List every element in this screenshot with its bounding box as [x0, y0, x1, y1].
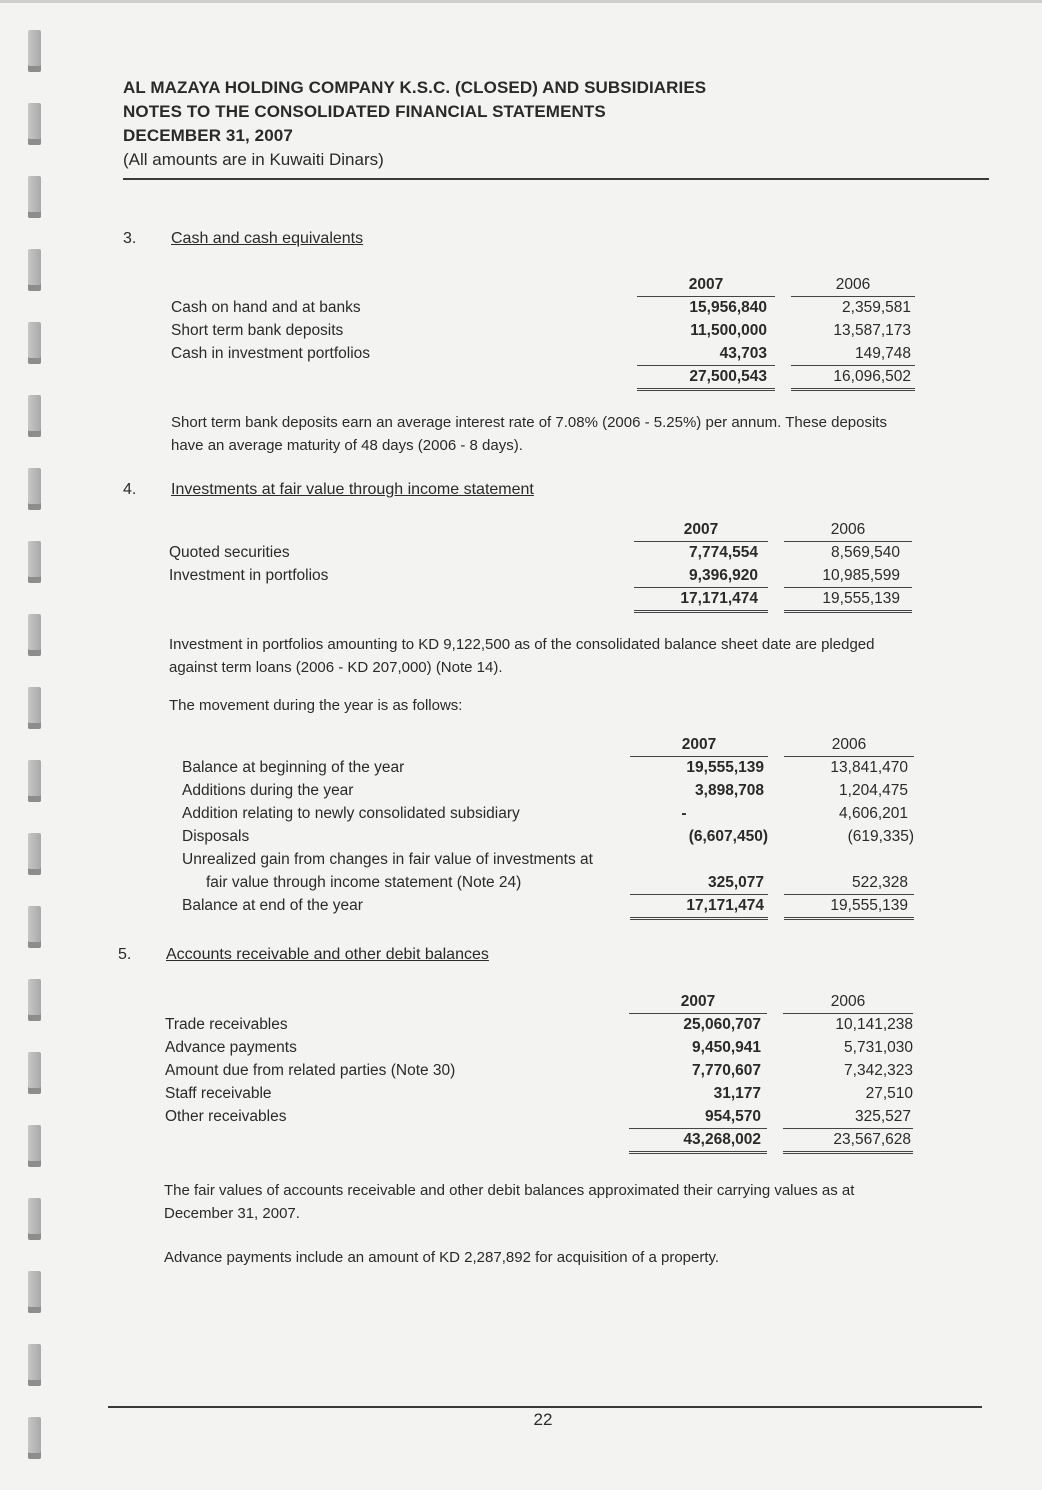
row-label: Balance at beginning of the year [182, 759, 405, 776]
row-label: Addition relating to newly consolidated subsidiary [182, 805, 520, 822]
value-2006: 10,141,238 [835, 1016, 913, 1033]
table-row [169, 541, 915, 564]
binding-holes [28, 30, 48, 1490]
value-2006: 2,359,581 [842, 299, 911, 316]
table-row [165, 1105, 915, 1128]
statement-date: DECEMBER 31, 2007 [123, 126, 293, 145]
table-total-row [165, 1128, 915, 1151]
receivables-table [165, 990, 915, 1151]
value-2006: 27,510 [865, 1085, 913, 1102]
row-label: Investment in portfolios [169, 567, 329, 584]
table-row [160, 825, 916, 848]
table-total-row [171, 365, 917, 388]
row-label: Additions during the year [182, 782, 354, 799]
value-2007: 9,450,941 [692, 1039, 761, 1056]
binding-hole [28, 322, 41, 364]
value-2007: - [681, 805, 687, 822]
row-label: Advance payments [165, 1039, 297, 1056]
note-5-paragraph-fair-value: The fair values of accounts receivable and other debit balances approximated their carrying values as at December 31, 2007. [164, 1182, 855, 1222]
col-header-2007: 2007 [630, 733, 768, 757]
row-label: Disposals [182, 828, 250, 845]
col-header-2006: 2006 [783, 990, 913, 1014]
table-row [160, 756, 916, 779]
page-top-edge [0, 0, 1042, 3]
row-label: Balance at end of the year [182, 897, 363, 914]
total-2007: 17,171,474 [630, 894, 768, 920]
row-label: Other receivables [165, 1108, 287, 1125]
value-2007: 9,396,920 [634, 564, 768, 588]
value-2006: 522,328 [784, 871, 914, 895]
binding-hole [28, 1344, 41, 1386]
note-number: 3. [123, 230, 137, 247]
note-number: 4. [123, 481, 137, 498]
total-2007: 17,171,474 [634, 587, 768, 613]
binding-hole [28, 103, 41, 145]
value-2007: 7,774,554 [689, 544, 758, 561]
note-title: Accounts receivable and other debit balances [166, 946, 489, 963]
table-row [165, 1036, 915, 1059]
total-2006: 23,567,628 [783, 1128, 913, 1154]
binding-hole [28, 541, 41, 583]
col-header-2006: 2006 [791, 273, 915, 297]
value-2006: 7,342,323 [844, 1062, 913, 1079]
binding-hole [28, 468, 41, 510]
note-title: Investments at fair value through income statement [171, 481, 534, 498]
movement-intro: The movement during the year is as follows: [169, 697, 463, 714]
binding-hole [28, 395, 41, 437]
note-5-paragraph-advance: Advance payments include an amount of KD 2,287,892 for acquisition of a property. [164, 1249, 720, 1266]
col-header-2006: 2006 [784, 518, 912, 542]
binding-hole [28, 176, 41, 218]
value-2006: 149,748 [791, 342, 915, 366]
total-2006: 16,096,502 [791, 365, 915, 391]
table-row [160, 871, 916, 894]
binding-hole [28, 249, 41, 291]
table-total-row [160, 894, 916, 917]
value-2007: 3,898,708 [695, 782, 764, 799]
company-name: AL MAZAYA HOLDING COMPANY K.S.C. (CLOSED) AND SUBSIDIARIES [123, 78, 707, 97]
value-2007: 43,703 [637, 342, 775, 366]
value-2007: 15,956,840 [689, 299, 767, 316]
amounts-note: (All amounts are in Kuwaiti Dinars) [123, 150, 384, 169]
header-rule [123, 178, 989, 180]
col-header-2007: 2007 [634, 518, 768, 542]
investments-table [169, 518, 915, 610]
binding-hole [28, 1271, 41, 1313]
binding-hole [28, 1052, 41, 1094]
notes-title: NOTES TO THE CONSOLIDATED FINANCIAL STATEMENTS [123, 102, 606, 121]
table-row [160, 779, 916, 802]
value-2006: 13,841,470 [830, 759, 908, 776]
table-header-row [169, 518, 915, 541]
binding-hole [28, 30, 41, 72]
row-label: Short term bank deposits [171, 322, 344, 339]
row-label: fair value through income statement (Note 24) [206, 874, 522, 891]
col-header-2007: 2007 [637, 273, 775, 297]
binding-hole [28, 1198, 41, 1240]
value-2007: 11,500,000 [690, 322, 767, 339]
row-label: Cash in investment portfolios [171, 345, 371, 362]
row-label: Unrealized gain from changes in fair value of investments at [182, 851, 593, 868]
binding-hole [28, 979, 41, 1021]
page-number: 22 [533, 1410, 553, 1429]
movement-table [160, 733, 916, 917]
value-2007: (6,607,450) [688, 828, 768, 845]
col-header-2006: 2006 [784, 733, 914, 757]
table-header-row [171, 273, 917, 296]
value-2007: 19,555,139 [686, 759, 764, 776]
binding-hole [28, 614, 41, 656]
note-number: 5. [118, 946, 132, 963]
table-row [171, 319, 917, 342]
value-2007: 954,570 [629, 1105, 767, 1129]
col-header-2007: 2007 [629, 990, 767, 1014]
table-row [171, 296, 917, 319]
total-2006: 19,555,139 [784, 587, 912, 613]
cash-table [171, 273, 917, 388]
row-label: Staff receivable [165, 1085, 272, 1102]
table-row [171, 342, 917, 365]
value-2006: 10,985,599 [784, 564, 912, 588]
note-title: Cash and cash equivalents [171, 230, 364, 247]
value-2006: 4,606,201 [839, 805, 908, 822]
value-2006: 13,587,173 [833, 322, 911, 339]
row-label: Cash on hand and at banks [171, 299, 361, 316]
footer-rule [108, 1406, 982, 1408]
table-row [165, 1082, 915, 1105]
table-total-row [169, 587, 915, 610]
value-2006: 1,204,475 [839, 782, 908, 799]
note-3-paragraph: Short term bank deposits earn an average interest rate of 7.08% (2006 - 5.25%) per annum. These deposits have an average maturity of 48 days (2006 - 8 days). [171, 414, 887, 454]
note-4-paragraph: Investment in portfolios amounting to KD 9,122,500 as of the consolidated balance sheet date are pledged against term loans (2006 - KD 207,000) (Note 14). [169, 636, 875, 676]
binding-hole [28, 833, 41, 875]
row-label: Trade receivables [165, 1016, 288, 1033]
value-2007: 325,077 [630, 871, 768, 895]
table-row [165, 1059, 915, 1082]
total-2006: 19,555,139 [784, 894, 914, 920]
table-header-row [160, 733, 916, 756]
value-2007: 31,177 [713, 1085, 761, 1102]
table-row [160, 848, 916, 871]
value-2006: 325,527 [783, 1105, 913, 1129]
total-2007: 43,268,002 [629, 1128, 767, 1154]
binding-hole [28, 906, 41, 948]
total-2007: 27,500,543 [637, 365, 775, 391]
table-header-row [165, 990, 915, 1013]
binding-hole [28, 760, 41, 802]
value-2007: 25,060,707 [683, 1016, 761, 1033]
row-label: Amount due from related parties (Note 30) [165, 1062, 456, 1079]
binding-hole [28, 1125, 41, 1167]
table-row [160, 802, 916, 825]
table-row [165, 1013, 915, 1036]
document-header [123, 76, 706, 172]
value-2006: 8,569,540 [831, 544, 900, 561]
table-row [169, 564, 915, 587]
value-2006: 5,731,030 [844, 1039, 913, 1056]
binding-hole [28, 687, 41, 729]
value-2007: 7,770,607 [692, 1062, 761, 1079]
row-label: Quoted securities [169, 544, 290, 561]
value-2006: (619,335) [847, 828, 914, 845]
